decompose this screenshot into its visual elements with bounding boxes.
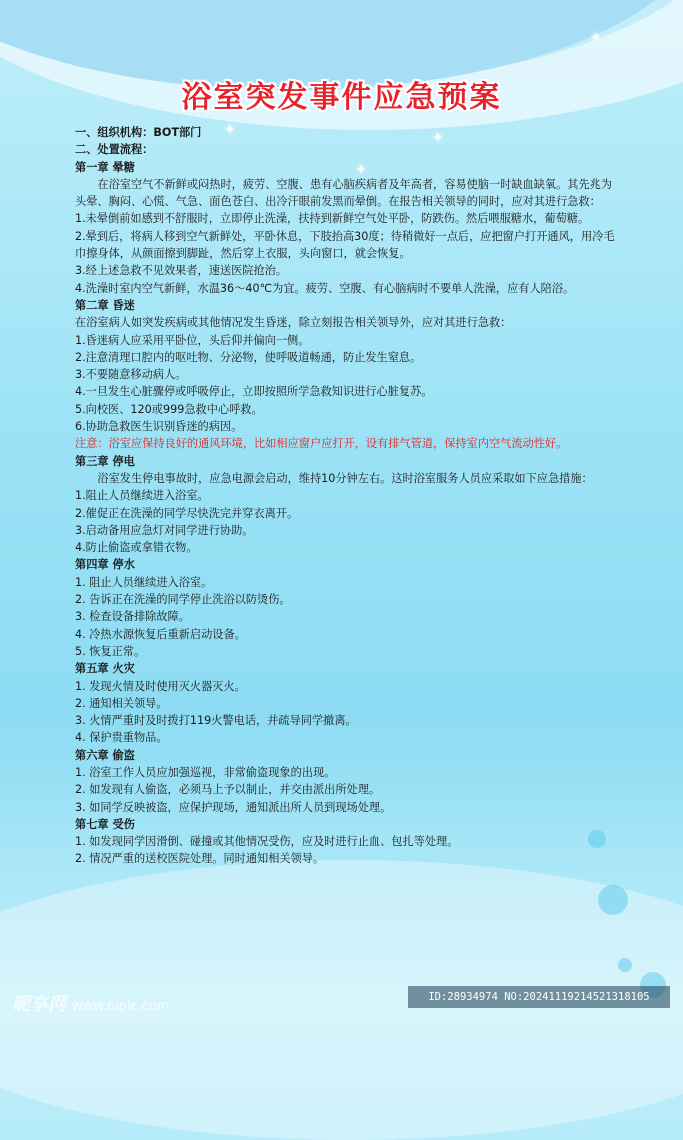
list-item: 2.催促正在洗澡的同学尽快洗完并穿衣离开。 [75,506,299,520]
chapter-heading: 第四章 停水 [75,558,135,572]
bubble-decoration [598,885,628,915]
list-item: 5.向校医、120或999急救中心呼救。 [75,402,263,416]
list-item: 2.注意清理口腔内的呕吐物、分泌物，使呼吸道畅通，防止发生窒息。 [75,350,422,364]
section-process: 二、处置流程： [75,143,154,157]
chapter-heading: 第二章 昏迷 [75,298,135,312]
list-item: 4. 保护贵重物品。 [75,731,168,745]
sparkle-icon: ✦ [355,162,367,178]
chapter-intro: 浴室发生停电事故时，应急电源会启动，维持10分钟左右。这时浴室服务人员应采取如下应急措施： [97,471,593,485]
list-item: 1. 阻止人员继续进入浴室。 [75,575,213,589]
chapter-heading: 第三章 停电 [75,454,135,468]
bubble-decoration [618,958,632,972]
list-item: 3.不要随意移动病人。 [75,368,187,382]
sparkle-icon: ✦ [432,130,444,146]
list-item: 3. 火情严重时及时拨打119火警电话，并疏导同学撤离。 [75,714,357,728]
list-item: 3.经上述急救不见效果者，速送医院抢治。 [75,264,288,278]
list-item: 4.一旦发生心脏骤停或呼吸停止，立即按照所学急救知识进行心脏复苏。 [75,385,433,399]
list-item: 1.昏迷病人应采用平卧位，头后仰并偏向一侧。 [75,333,310,347]
sparkle-icon: ✦ [224,122,236,138]
list-item: 2. 如发现有人偷盗，必须马上予以制止，并交由派出所处理。 [75,783,381,797]
chapter-heading: 第七章 受伤 [75,817,135,831]
list-item: 4.防止偷盗或拿错衣物。 [75,541,198,555]
image-id-bar: ID:28934974 NO:20241119214521318105 [408,986,670,1008]
chapter-heading: 第一章 晕糖 [75,160,135,174]
list-item: 1. 发现火情及时使用灭火器灭火。 [75,679,246,693]
list-item: 5. 恢复正常。 [75,644,146,658]
chapter-heading: 第六章 偷盗 [75,748,135,762]
list-item: 6.协助急救医生识别昏迷的病因。 [75,420,243,434]
list-item: 3. 检查设备排除故障。 [75,610,190,624]
list-item: 4.洗澡时室内空气新鲜，水温36～40℃为宜。疲劳、空腹、有心脑病时不要单人洗澡，应有人陪浴。 [75,281,575,295]
section-org: 一、组织机构：BOT部门 [75,126,202,139]
chapter-intro: 在浴室病人如突发疾病或其他情况发生昏迷，除立刻报告相关领导外，应对其进行急救： [75,316,512,330]
list-item: 2. 通知相关领导。 [75,696,168,710]
list-item: 3. 如同学反映被盗，应保护现场，通知派出所人员到现场处理。 [75,800,392,814]
watermark-url: www.nipic.com [72,999,170,1014]
list-item: 1.阻止人员继续进入浴室。 [75,489,209,503]
chapter-intro: 在浴室空气不新鲜或闷热时，疲劳、空腹、患有心脑疾病者及年高者，容易使脑一时缺血缺氧。其先兆为头晕、胸闷、心慌、气急、面色苍白、出冷汗眼前发黑而晕倒。在报告相关领导的同时，应对其进行急救： [75,177,613,209]
list-item: 1. 如发现同学因滑倒、碰撞或其他情况受伤，应及时进行止血、包扎等处理。 [75,835,459,849]
list-item: 3.启动备用应急灯对同学进行协助。 [75,523,254,537]
list-item: 2. 告诉正在洗澡的同学停止洗浴以防烫伤。 [75,593,291,607]
list-item: 2. 情况严重的送校医院处理。同时通知相关领导。 [75,852,325,866]
watermark-logo [12,990,170,1016]
document-body [75,124,615,868]
list-item: 1.未晕倒前如感到不舒服时，立即停止洗澡，扶持到新鲜空气处平卧，防跌伤。然后喂服糖水，葡萄糖。 [75,212,590,226]
sparkle-icon: ✦ [590,30,602,46]
list-item: 2.晕到后，将病人移到空气新鲜处，平卧休息，下肢抬高30度；待稍微好一点后，应把窗户打开通风，用冷毛巾擦身体，从颜面擦到脚趾，然后穿上衣服，头向窗口，就会恢复。 [75,229,615,261]
list-item: 4. 冷热水源恢复后重新启动设备。 [75,627,246,641]
warning-note: 注意：浴室应保持良好的通风环境，比如相应窗户应打开，设有排气管道，保持室内空气流动性好。 [75,437,568,451]
watermark-brand: 昵享网 [12,994,66,1015]
chapter-heading: 第五章 火灾 [75,662,135,676]
list-item: 1. 浴室工作人员应加强巡视，非常偷盗现象的出现。 [75,765,336,779]
page-title: 浴室突发事件应急预案 [181,80,502,115]
